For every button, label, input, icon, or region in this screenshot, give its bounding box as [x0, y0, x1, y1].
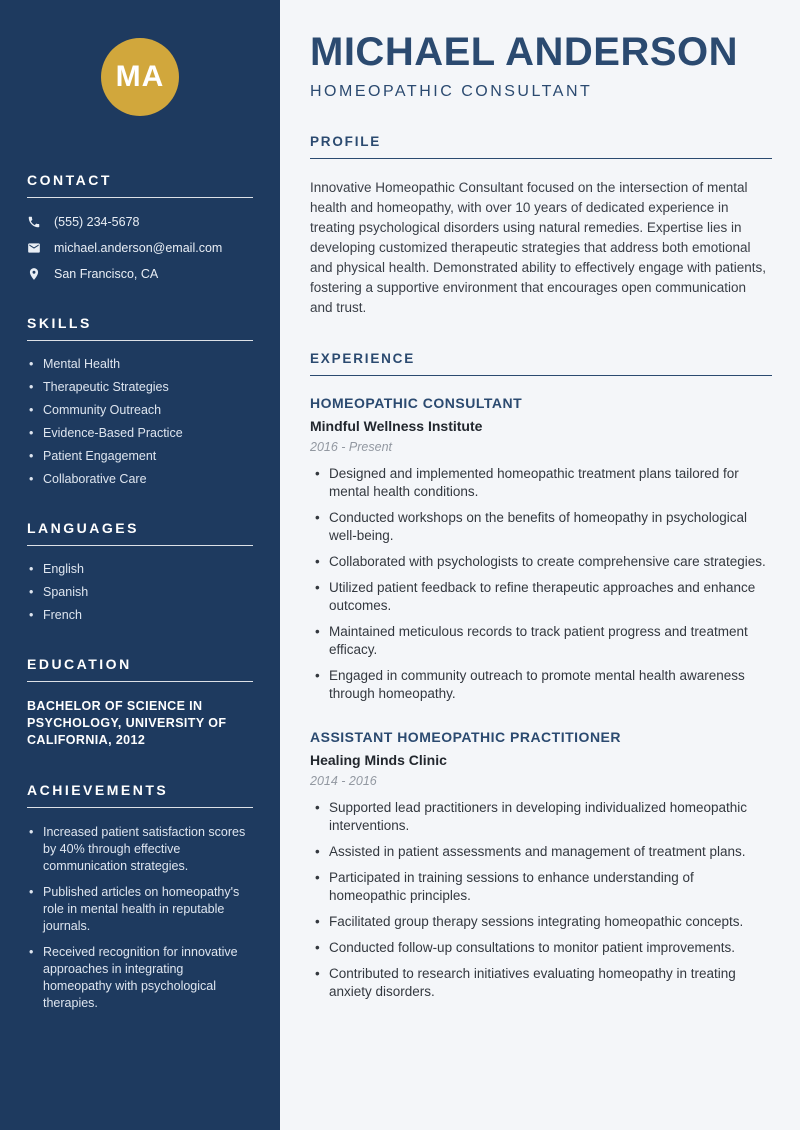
achievement-item: • Increased patient satisfaction scores by 40% through effective communication strategies.	[27, 824, 253, 875]
language-item: • English	[27, 562, 253, 577]
achievements-heading: ACHIEVEMENTS	[27, 782, 169, 798]
experience-heading: EXPERIENCE	[310, 351, 416, 366]
location-icon	[27, 267, 41, 281]
divider	[27, 340, 253, 341]
person-title: HOMEOPATHIC CONSULTANT	[310, 83, 593, 100]
job-title: HOMEOPATHIC CONSULTANT	[310, 395, 523, 411]
job-bullet: • Assisted in patient assessments and management of treatment plans.	[310, 843, 772, 861]
phone-icon	[27, 215, 41, 229]
achievement-item: • Published articles on homeopathy's role in mental health in reputable journals.	[27, 884, 253, 935]
languages-section	[27, 520, 253, 623]
job-bullet: • Participated in training sessions to enhance understanding of homeopathic principles.	[310, 869, 772, 905]
divider	[27, 807, 253, 808]
contact-phone-text: (555) 234-5678	[54, 215, 140, 229]
contact-section	[27, 172, 253, 282]
avatar-initials: MA	[115, 60, 165, 93]
achievements-section	[27, 782, 253, 1012]
divider	[27, 681, 253, 682]
job-bullet: • Engaged in community outreach to promote mental health awareness through homeopathy.	[310, 667, 772, 703]
education-degree: BACHELOR OF SCIENCE IN PSYCHOLOGY, UNIVERSITY OF CALIFORNIA, 2012	[27, 699, 227, 747]
skills-section	[27, 315, 253, 487]
skill-item: • Patient Engagement	[27, 449, 253, 464]
skill-item: • Therapeutic Strategies	[27, 380, 253, 395]
achievements-list	[27, 824, 253, 1012]
profile-text: Innovative Homeopathic Consultant focused on the intersection of mental health and homeopathy, with over 10 years of dedicated experience in treating psychological disorders using natural remedies. Expertise lies in developing customized therapeutic strategies that address both emotional and physical health. Demonstrated ability to effectively engage with patients, fostering a supportive environment that encourages open communication and trust.	[310, 180, 767, 315]
divider	[310, 158, 772, 159]
sidebar	[0, 0, 280, 1130]
job-entry	[310, 729, 772, 1001]
skills-heading: SKILLS	[27, 315, 92, 331]
contact-phone-row	[27, 214, 253, 230]
job-company: Mindful Wellness Institute	[310, 418, 483, 434]
job-bullet: • Conducted workshops on the benefits of homeopathy in psychological well-being.	[310, 509, 772, 545]
divider	[27, 545, 253, 546]
contact-email-row	[27, 240, 253, 256]
job-entry	[310, 395, 772, 703]
skills-list	[27, 357, 253, 487]
job-dates: 2016 - Present	[310, 440, 392, 454]
job-bullet: • Conducted follow-up consultations to monitor patient improvements.	[310, 939, 772, 957]
language-item: • French	[27, 608, 253, 623]
achievement-item: • Received recognition for innovative approaches in integrating homeopathy with psychological therapies.	[27, 944, 253, 1012]
job-bullet: • Designed and implemented homeopathic treatment plans tailored for mental health conditions.	[310, 465, 772, 501]
language-item: • Spanish	[27, 585, 253, 600]
person-name: MICHAEL ANDERSON	[310, 30, 739, 74]
contact-location-row	[27, 266, 253, 282]
avatar	[101, 38, 179, 116]
main-content	[280, 0, 800, 1130]
job-bullet: • Contributed to research initiatives evaluating homeopathy in treating anxiety disorders.	[310, 965, 772, 1001]
divider	[310, 375, 772, 376]
education-section	[27, 656, 253, 749]
job-title: ASSISTANT HOMEOPATHIC PRACTITIONER	[310, 729, 621, 745]
job-bullets	[310, 465, 772, 703]
job-bullet: • Facilitated group therapy sessions integrating homeopathic concepts.	[310, 913, 772, 931]
job-bullet: • Collaborated with psychologists to create comprehensive care strategies.	[310, 553, 772, 571]
job-bullet: • Supported lead practitioners in developing individualized homeopathic interventions.	[310, 799, 772, 835]
contact-heading: CONTACT	[27, 172, 112, 188]
skill-item: • Mental Health	[27, 357, 253, 372]
job-dates: 2014 - 2016	[310, 774, 377, 788]
divider	[27, 197, 253, 198]
job-bullet: • Utilized patient feedback to refine therapeutic approaches and enhance outcomes.	[310, 579, 772, 615]
languages-list	[27, 562, 253, 623]
email-icon	[27, 241, 41, 255]
job-bullet: • Maintained meticulous records to track patient progress and treatment efficacy.	[310, 623, 772, 659]
profile-heading: PROFILE	[310, 134, 382, 149]
skill-item: • Community Outreach	[27, 403, 253, 418]
contact-location-text: San Francisco, CA	[54, 267, 159, 281]
education-heading: EDUCATION	[27, 656, 132, 672]
job-company: Healing Minds Clinic	[310, 752, 447, 768]
skill-item: • Evidence-Based Practice	[27, 426, 253, 441]
contact-email-text: michael.anderson@email.com	[54, 241, 223, 255]
skill-item: • Collaborative Care	[27, 472, 253, 487]
languages-heading: LANGUAGES	[27, 520, 139, 536]
job-bullets	[310, 799, 772, 1001]
